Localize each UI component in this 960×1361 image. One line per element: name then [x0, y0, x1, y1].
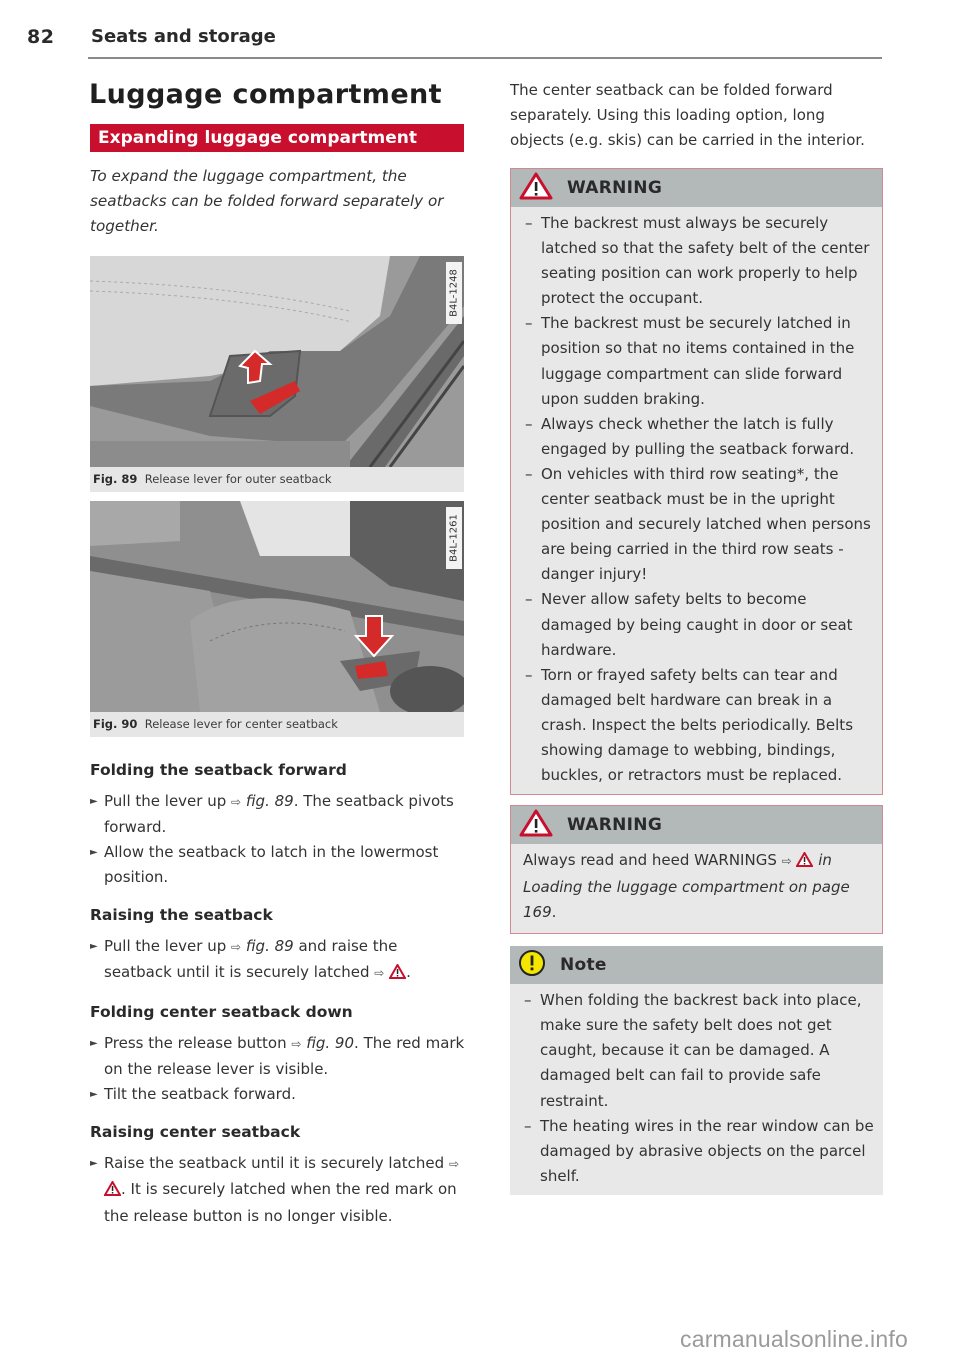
header-divider — [88, 57, 882, 59]
step-item: ► Pull the lever up ⇨ fig. 89 and raise the seatback until it is securely latched ⇨ . — [90, 934, 466, 987]
figure-89 — [90, 256, 464, 492]
section-heading: Folding center seatback down — [90, 1003, 353, 1021]
figure-code-label: B4L-1261 — [446, 507, 462, 569]
note-item: – When folding the backrest back into place, make sure the safety belt does not get caught, because it can be damaged. A damaged belt can fail to provide safe restraint. — [524, 991, 862, 1110]
figure-ref-link[interactable]: fig. 89 — [245, 792, 294, 810]
step-list — [90, 1031, 466, 1107]
warning-box — [510, 168, 883, 795]
warning-item: – Torn or frayed safety belts can tear and damaged belt hardware can break in a crash. Inspect the belts periodically. Belts showing damage to webbing, bindings, buckles, or retractors must be replaced. — [525, 665, 854, 785]
seat-release-lever-illustration — [90, 256, 464, 467]
section-folding-center-seatback — [90, 1001, 466, 1107]
figure-code-label: B4L-1248 — [446, 262, 462, 324]
triangle-bullet-icon: ► — [90, 1158, 98, 1169]
step-item: ► Tilt the seatback forward. — [90, 1082, 466, 1107]
figure-89-image — [90, 256, 464, 467]
note-list — [524, 988, 875, 1189]
step-list — [90, 789, 466, 890]
warning-item: – On vehicles with third row seating*, the center seatback must be in the upright position and securely latched when persons are being carried in the third row seats - danger injury! — [525, 464, 871, 584]
figure-90 — [90, 501, 464, 737]
triangle-bullet-icon: ► — [90, 1089, 98, 1100]
warning-item: – The backrest must always be securely latched so that the safety belt of the center seating position can work properly to help protect the occupant. — [525, 214, 870, 308]
section-title: Seats and storage — [91, 26, 276, 47]
step-item: ► Pull the lever up ⇨ fig. 89. The seatback pivots forward. — [90, 789, 466, 840]
arrow-ref-icon: ⇨ — [231, 940, 242, 954]
warning-triangle-icon[interactable] — [104, 1179, 121, 1204]
page-header — [27, 26, 882, 56]
left-column — [90, 78, 466, 1229]
figure-ref-link[interactable]: fig. 89 — [245, 937, 294, 955]
figure-ref-link[interactable]: fig. 90 — [306, 1034, 355, 1052]
step-item: ► Allow the seatback to latch in the lowermost position. — [90, 840, 466, 890]
warning-item: – Always check whether the latch is fully engaged by pulling the seatback forward. — [525, 414, 855, 458]
warning-triangle-icon — [519, 172, 553, 204]
figure-caption: Fig. 89 Release lever for outer seatback — [93, 472, 332, 486]
note-body — [510, 984, 883, 1195]
warning-body — [511, 844, 882, 933]
warning-header — [511, 806, 882, 844]
warning-body — [511, 207, 882, 794]
section-raising-seatback — [90, 904, 466, 987]
watermark: carmanualsonline.info — [680, 1326, 908, 1352]
note-item: – The heating wires in the rear window can be damaged by abrasive objects on the parcel shelf. — [524, 1116, 874, 1185]
page-title: Luggage compartment — [89, 79, 442, 110]
triangle-bullet-icon: ► — [90, 847, 98, 858]
page-ref-link[interactable]: in Loading the luggage compartment on page 169 — [523, 851, 850, 922]
section-folding-seatback — [90, 759, 466, 890]
note-label: Note — [560, 955, 607, 976]
arrow-ref-icon: ⇨ — [291, 1037, 302, 1051]
center-seatback-intro: The center seatback can be folded forward separately. Using this loading option, long objects (e.g. skis) can be carried in the interior. — [510, 81, 865, 149]
warning-item: – Never allow safety belts to become damaged by being caught in door or seat hardware. — [525, 590, 853, 659]
step-list — [90, 934, 466, 987]
subsection-title-bar: Expanding luggage compartment — [90, 124, 464, 152]
center-seat-release-illustration — [90, 501, 464, 712]
section-heading: Raising the seatback — [90, 906, 273, 924]
arrow-ref-icon: ⇨ — [374, 966, 385, 980]
triangle-bullet-icon: ► — [90, 1038, 98, 1049]
section-heading: Folding the seatback forward — [90, 761, 347, 779]
triangle-bullet-icon: ► — [90, 796, 98, 807]
step-item: ► Press the release button ⇨ fig. 90. The red mark on the release lever is visible. — [90, 1031, 466, 1082]
page-number: 82 — [27, 26, 55, 48]
section-raising-center-seatback — [90, 1121, 466, 1229]
right-column — [510, 78, 883, 1195]
figure-90-image — [90, 501, 464, 712]
section-heading: Raising center seatback — [90, 1123, 301, 1141]
step-list — [90, 1151, 466, 1229]
warning-triangle-icon[interactable] — [389, 962, 406, 987]
triangle-bullet-icon: ► — [90, 941, 98, 952]
note-exclamation-icon — [518, 949, 546, 981]
warning-triangle-icon — [519, 809, 553, 841]
warning-text: Always read and heed WARNINGS ⇨ in Loading the luggage compartment on page 169. — [523, 851, 850, 922]
intro-text: To expand the luggage compartment, the seatbacks can be folded forward separately or together. — [90, 167, 444, 235]
note-box — [510, 946, 883, 1195]
arrow-ref-icon: ⇨ — [231, 795, 242, 809]
warning-label: WARNING — [567, 815, 663, 836]
warning-box-reference — [510, 805, 883, 934]
step-item: ► Raise the seatback until it is securely latched ⇨ . It is securely latched when the red mark on the release button is no longer visible. — [90, 1151, 466, 1229]
note-header — [510, 946, 883, 984]
warning-header — [511, 169, 882, 207]
arrow-ref-icon: ⇨ — [781, 854, 792, 869]
warning-list — [525, 211, 874, 788]
figure-caption: Fig. 90 Release lever for center seatback — [93, 717, 338, 731]
warning-item: – The backrest must be securely latched in position so that no items contained in the luggage compartment can slide forward upon sudden braking. — [525, 314, 855, 408]
arrow-ref-icon: ⇨ — [448, 1157, 459, 1171]
warning-label: WARNING — [567, 178, 663, 198]
warning-triangle-icon[interactable] — [796, 850, 813, 875]
